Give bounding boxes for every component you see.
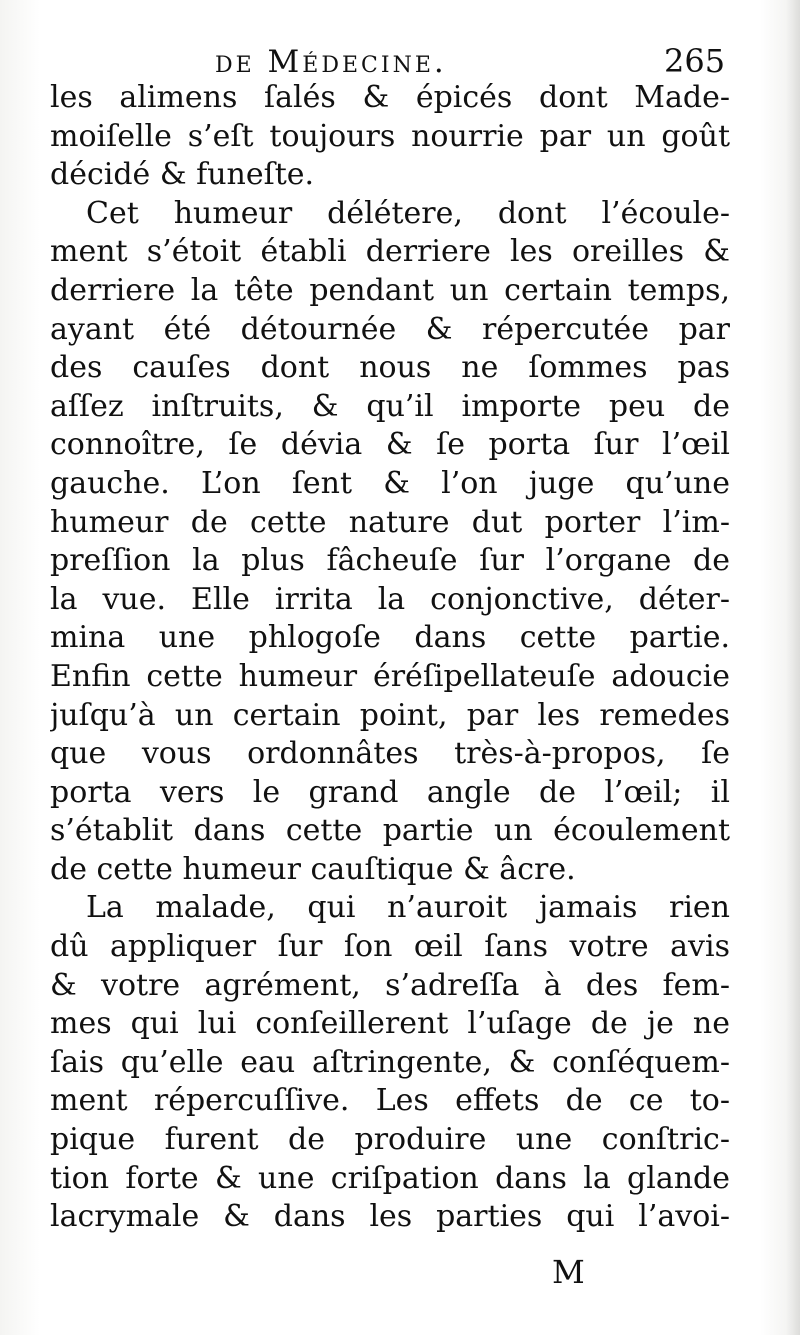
text-line: connoître, ſe dévia & ſe porta ſur l’œil (50, 427, 730, 463)
text-line: pique furent de produire une conſtric- (50, 1122, 730, 1158)
text-line: moiſelle s’eſt toujours nourrie par un goût (50, 118, 730, 154)
text-line: ſais qu’elle eau aſtringente, & conſéquem- (50, 1044, 730, 1080)
text-line: derriere la tête pendant un certain temps, (50, 272, 730, 308)
paragraph-start-line: Cet humeur délétere, dont l’écoule- (86, 195, 730, 231)
text-line: preſſion la plus fâcheuſe ſur l’organe de (50, 543, 730, 579)
text-line: gauche. L’on ſent & l’on juge qu’une (50, 465, 730, 501)
signature-mark: M (552, 1253, 585, 1291)
text-line: mina une phlogoſe dans cette partie. (50, 620, 730, 656)
text-line: ayant été détournée & répercutée par (50, 311, 730, 347)
page-number: 265 (664, 42, 726, 80)
text-line: mes qui lui conſeillerent l’uſage de je ne (50, 1006, 730, 1042)
text-line: les alimens ſalés & épicés dont Made- (50, 80, 730, 115)
text-line: dû appliquer ſur ſon œil ſans votre avis (50, 929, 730, 965)
body-text (50, 79, 730, 1237)
page-edge-shadow (786, 0, 800, 1335)
text-line: & votre agrément, s’adreſſa à des fem- (50, 967, 730, 1003)
text-line: lacrymale & dans les parties qui l’avoi- (50, 1199, 730, 1235)
text-line: que vous ordonnâtes très-à-propos, ſe (50, 736, 730, 772)
text-line: la vue. Elle irrita la conjonctive, déter- (50, 581, 730, 617)
text-line: ment s’étoit établi derriere les oreilles & (50, 234, 730, 270)
text-line: juſqu’à un certain point, par les remedes (50, 697, 730, 733)
text-line: ment répercuſſive. Les effets de ce to- (50, 1083, 730, 1119)
running-title: de Médecine. (215, 44, 447, 80)
text-line: Enfin cette humeur éréſipellateuſe adoucie (50, 658, 730, 694)
text-line: des cauſes dont nous ne ſommes pas (50, 350, 730, 386)
text-line: aſſez inſtruits, & qu’il importe peu de (50, 388, 730, 424)
text-line: décidé & funeſte. (50, 157, 315, 193)
paragraph-start-line: La malade, qui n’auroit jamais rien (86, 890, 730, 926)
text-line: porta vers le grand angle de l’œil; il (50, 774, 730, 810)
text-line: de cette humeur cauſtique & âcre. (50, 851, 576, 887)
text-line: tion forte & une criſpation dans la glande (50, 1160, 730, 1196)
text-line: humeur de cette nature dut porter l’im- (50, 504, 730, 540)
text-line: s’établit dans cette partie un écoulement (50, 813, 730, 849)
